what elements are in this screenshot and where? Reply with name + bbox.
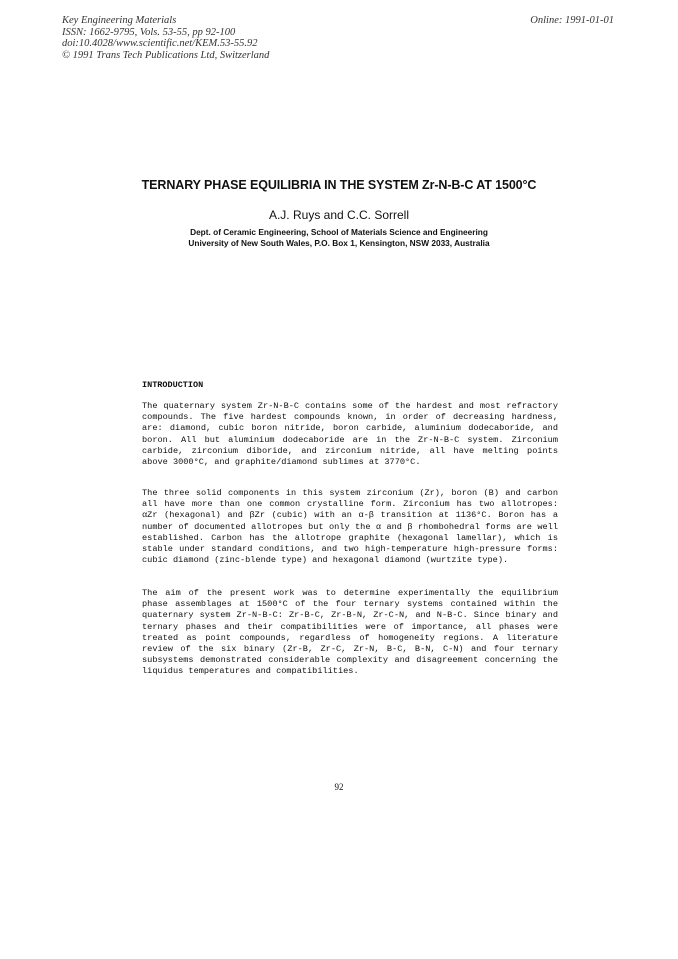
paragraph-text: The three solid components in this system zirconium (Zr), boron (B) and carbon all have more than one common crystalline form. Zirconium has two allotropes: αZr (hexagonal) and βZr (cubic) with an α-β transition at 1136°C. Boron has a number of documented allotropes but only the α and β rhombohedral forms are well established. Carbon has the allotrope graphite (hexagonal lamellar), which is stable under standard conditions, and two high-temperature high-pressure forms: cubic diamond (zinc-blende type) and hexagonal diamond (wurtzite type).: [142, 488, 558, 566]
doi-link[interactable]: doi:10.4028/www.scientific.net/KEM.53-55.92: [62, 38, 258, 50]
paragraph-text: The aim of the present work was to determine experimentally the equilibrium phase assemblages at 1500°C of the four ternary systems contained within the quaternary system Zr-N-B-C: Zr-B-C, Zr-B-N, Zr-C-N, and N-B-C. Since binary and ternary phases and their compatibilities were of importance, all phases were treated as point compounds, regardless of homogeneity regions. A literature review of the six binary (Zr-B, Zr-C, Zr-N, B-C, B-N, C-N) and four ternary subsystems demonstrated considerable complexity and disagreement concerning the liquidus temperatures and compatibilities.: [142, 588, 558, 677]
affiliation-line-2: University of New South Wales, P.O. Box 1, Kensington, NSW 2033, Australia: [188, 238, 490, 248]
issn-line: ISSN: 1662-9795, Vols. 53-55, pp 92-100: [62, 26, 236, 38]
copyright-line: © 1991 Trans Tech Publications Ltd, Switzerland: [62, 49, 270, 61]
journal-name: Key Engineering Materials: [62, 15, 177, 26]
author-affiliation: [0, 227, 678, 249]
paragraph-text: The quaternary system Zr-N-B-C contains some of the hardest and most refractory compounds. The five hardest compounds known, in order of decreasing hardness, are: diamond, cubic boron nitride, boron carbide, aluminium dodecaboride, and boron. All but aluminium dodecaboride are in the Zr-N-B-C system. Zirconium carbide, zirconium diboride, and zirconium nitride, all have melting points above 3000°C, and graphite/diamond sublimes at 3770°C.: [142, 401, 558, 468]
page-number: 92: [334, 782, 344, 792]
online-date: Online: 1991-01-01: [530, 15, 614, 26]
intro-paragraph-2: [142, 488, 558, 566]
affiliation-line-1: Dept. of Ceramic Engineering, School of Materials Science and Engineering: [190, 227, 488, 237]
online-date-header: [530, 15, 614, 27]
section-heading-introduction: INTRODUCTION: [142, 380, 204, 390]
paper-title: TERNARY PHASE EQUILIBRIA IN THE SYSTEM Zr-N-B-C AT 1500°C: [141, 178, 537, 192]
paper-authors: A.J. Ruys and C.C. Sorrell: [268, 208, 410, 222]
intro-paragraph-3: [142, 588, 558, 678]
journal-header: [62, 15, 269, 61]
intro-paragraph-1: [142, 401, 558, 468]
